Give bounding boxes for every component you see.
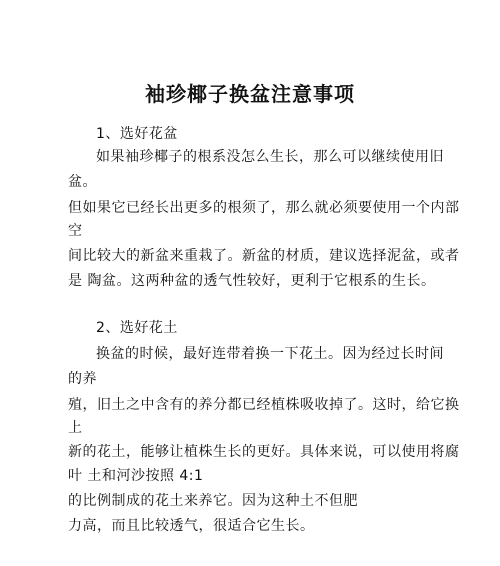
section-2-heading: 2、选好花土 [96,320,178,336]
section-1-line: 但如果它已经长出更多的根须了，那么就必须要使用一个内部 [68,200,460,216]
section-2-line: 的比例制成的花土来养它。因为这种土不但肥 [68,493,358,509]
section-1-heading: 1、选好花盆 [96,126,178,142]
section-2-line: 的养 [68,371,97,387]
section-1-line: 如果袖珍椰子的根系没怎么生长，那么可以继续使用旧 [96,149,444,165]
section-2-line: 力高，而且比较透气，很适合它生长。 [68,518,315,534]
section-2-line: 新的花土，能够让植株生长的更好。具体来说，可以使用将腐 [68,444,460,460]
section-1-line: 空 [68,223,83,239]
section-2-line: 殖，旧土之中含有的养分都已经植株吸收掉了。这时，给它换 [68,397,460,413]
document-title: 袖珍椰子换盆注意事项 [145,82,355,106]
section-2-line: 叶 土和河沙按照 4:1 [68,468,204,484]
section-2-line: 上 [68,420,83,436]
section-1-line: 是 陶盆。这两种盆的透气性较好，更利于它根系的生长。 [68,273,436,289]
section-1-line: 间比较大的新盆来重栽了。新盆的材质，建议选择泥盆，或者 [68,248,460,264]
section-1-line: 盆。 [68,174,97,190]
section-2-line: 换盆的时候，最好连带着换一下花土。因为经过长时间 [96,346,444,362]
